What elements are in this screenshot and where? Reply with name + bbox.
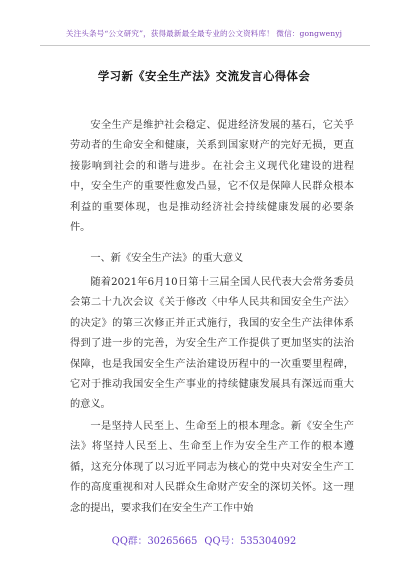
section-heading-text: 一、新《安全生产法》的重大意义 (90, 253, 244, 264)
section-heading (70, 249, 354, 269)
header-banner: 关注头条号“公文研究”，获得最新最全最专业的公文资料库！ 微信：gongwenyj (65, 29, 343, 38)
paragraph-first-point (70, 417, 354, 519)
paragraph-text: 一是坚持人民至上、生命至上的根本理念。新《安全生产法》将坚持人民至上、生命至上作为安全生产工作的根本遵循，这充分体现了以习近平同志为核心的党中央对安全生产工作的高度重视和对人民群众生命财产安全的深切关怀。这一理念的提出，要求我们在安全生产工作中始 (70, 421, 354, 514)
paragraph-intro (70, 116, 354, 238)
paragraph-text: 随着2021年6月10日第十三届全国人民代表大会常务委员会第二十九次会议《关于修改〈中华人民共和国安全生产法〉的决定》的第三次修正并正式施行，我国的安全生产法律体系得到了进一步的完善，为安全生产工作提供了更加坚实的法治保障，也是我国安全生产法治建设历程中的一次重要里程碑，它对于推动我国安全生产事业的持续健康发展具有深远而重大的意义。 (70, 277, 354, 411)
footer-contact: QQ群：30265665 QQ号：535304092 (111, 536, 297, 547)
paragraph-text: 安全生产是维护社会稳定、促进经济发展的基石，它关乎劳动者的生命安全和健康，关系到国家财产的完好无损，更直接影响到社会的和谐与进步。在社会主义现代化建设的进程中，安全生产的重要性愈发凸显，它不仅是保障人民群众根本利益的重要体现，也是推动经济社会持续健康发展的必要条件。 (70, 120, 354, 234)
header-divider (40, 45, 370, 46)
paragraph-significance (70, 273, 354, 416)
document-title: 学习新《安全生产法》交流发言心得体会 (97, 69, 311, 83)
